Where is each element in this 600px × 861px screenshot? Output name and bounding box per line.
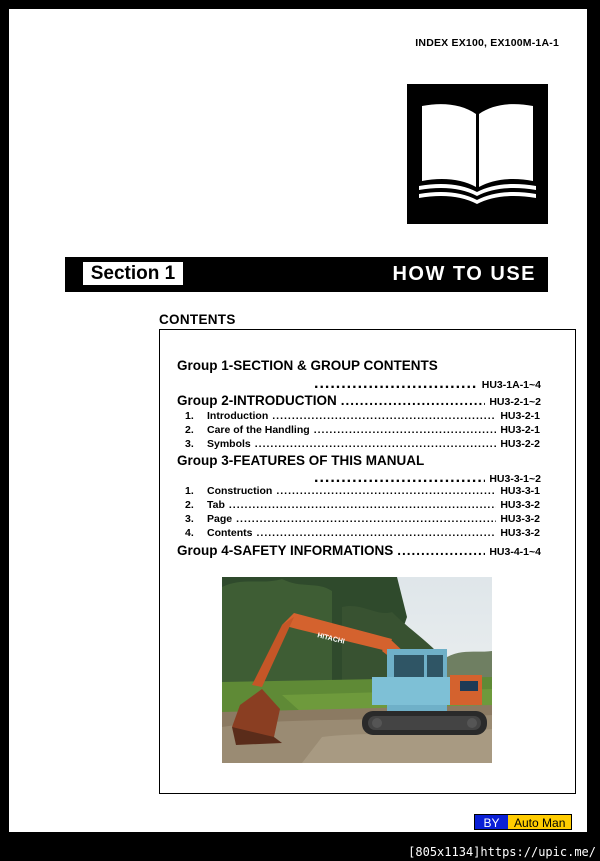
toc-item — [185, 485, 540, 497]
item-ref: HU3-3-1 — [500, 485, 540, 497]
group-1-title: Group 1-SECTION & GROUP CONTENTS — [177, 358, 438, 373]
dot-leader — [276, 485, 496, 497]
badge-by: BY — [475, 815, 508, 829]
section-banner — [65, 257, 548, 292]
group-3-ref: HU3-3-1~2 — [489, 473, 541, 485]
item-number: 2. — [185, 424, 194, 436]
item-ref: HU3-2-1 — [500, 410, 540, 422]
dot-leader — [314, 375, 478, 393]
group-4-title: Group 4-SAFETY INFORMATIONS — [177, 543, 394, 558]
author-badge — [474, 814, 572, 830]
group-3-title: Group 3-FEATURES OF THIS MANUAL — [177, 453, 425, 468]
item-number: 4. — [185, 527, 194, 539]
dot-leader — [314, 424, 497, 436]
group-4-line — [177, 543, 541, 558]
item-number: 1. — [185, 485, 194, 497]
item-ref: HU3-3-2 — [500, 527, 540, 539]
item-ref: HU3-2-1 — [500, 424, 540, 436]
toc-item — [185, 499, 540, 511]
item-ref: HU3-3-2 — [500, 513, 540, 525]
dot-leader — [341, 393, 486, 408]
watermark: [805x1134]https://upic.me/ — [408, 845, 596, 859]
dot-leader — [229, 499, 496, 511]
group-4-ref: HU3-4-1~4 — [489, 546, 541, 558]
excavator-photo — [222, 577, 492, 763]
boom-brand-text: HITACHI — [316, 632, 346, 646]
item-ref: HU3-3-2 — [500, 499, 540, 511]
contents-box — [159, 329, 576, 794]
toc-item — [185, 438, 540, 450]
group-1-ref-line — [310, 375, 541, 393]
item-label: Care of the Handling — [207, 424, 310, 436]
group-2-title: Group 2-INTRODUCTION — [177, 393, 337, 408]
item-label: Construction — [207, 485, 273, 497]
section-title: HOW TO USE — [392, 263, 536, 285]
item-label: Contents — [207, 527, 253, 539]
item-number: 2. — [185, 499, 194, 511]
group-1-ref: HU3-1A-1~4 — [481, 379, 541, 391]
toc-item — [185, 527, 540, 539]
badge-name: Auto Man — [508, 815, 571, 829]
dot-leader — [255, 438, 497, 450]
group-2-ref: HU3-2-1~2 — [489, 396, 541, 408]
manual-page — [7, 7, 589, 834]
section-tag: Section 1 — [83, 262, 183, 285]
item-ref: HU3-2-2 — [500, 438, 540, 450]
toc-item — [185, 424, 540, 436]
index-label: INDEX EX100, EX100M-1A-1 — [415, 37, 559, 49]
toc-item — [185, 410, 540, 422]
dot-leader — [257, 527, 497, 539]
dot-leader — [236, 513, 496, 525]
dot-leader — [397, 543, 485, 558]
toc-item — [185, 513, 540, 525]
item-label: Tab — [207, 499, 225, 511]
item-number: 3. — [185, 513, 194, 525]
contents-heading: CONTENTS — [159, 312, 236, 327]
item-label: Page — [207, 513, 233, 525]
dot-leader — [272, 410, 496, 422]
open-book-icon — [407, 84, 548, 224]
item-number: 1. — [185, 410, 194, 422]
item-number: 3. — [185, 438, 194, 450]
group-2-line — [177, 393, 541, 408]
item-label: Symbols — [207, 438, 251, 450]
item-label: Introduction — [207, 410, 269, 422]
